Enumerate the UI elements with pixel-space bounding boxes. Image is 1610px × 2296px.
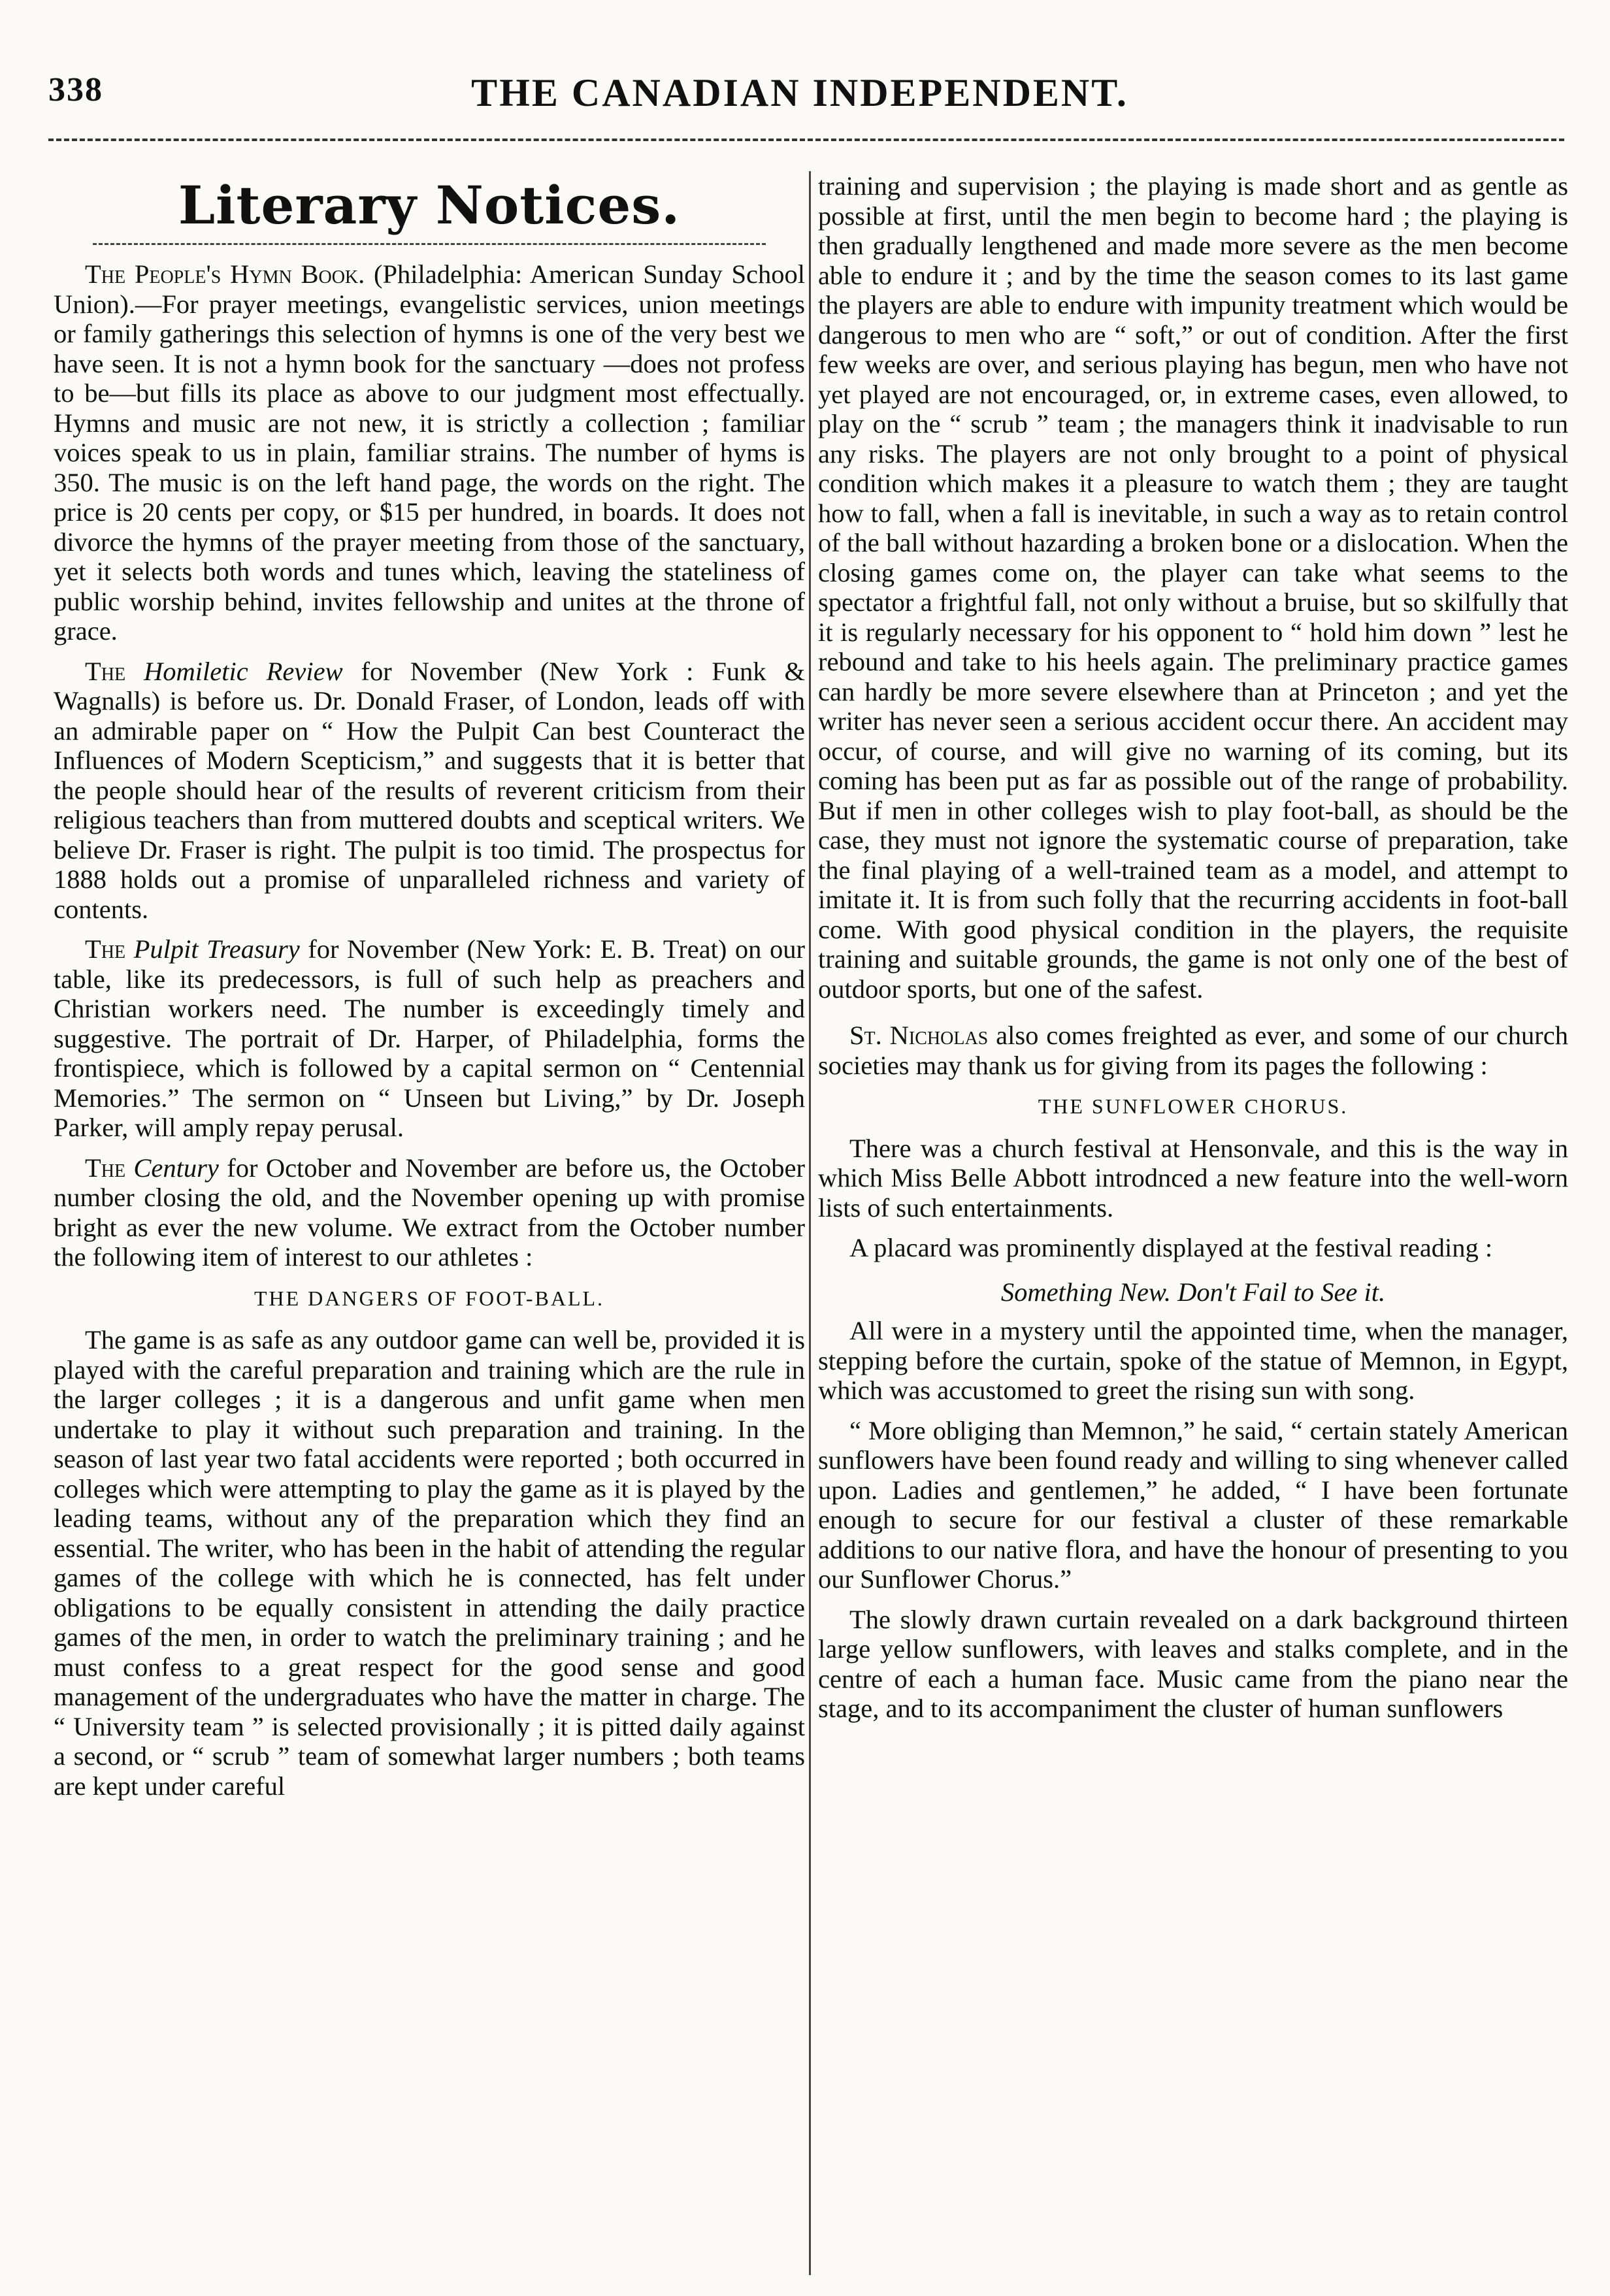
header-rule [48, 139, 1564, 141]
notice-body: for November (New York: E. B. Treat) on our table, like its predecessors, is full of such help as preachers and Christian workers need. The number is exceedingly timely and suggestive. The portrait of Dr. Harper, of Philadelphia, forms the frontispiece, which is followed by a capital sermon on “ Centennial Memories.” The sermon on “ Unseen but Living,” by Dr. Joseph Parker, will amply repay perusal. [54, 934, 805, 1142]
journal-title: THE CANADIAN INDEPENDENT. [471, 71, 1128, 114]
placard-text: Something New. Don't Fail to See it. [1000, 1277, 1386, 1307]
notice-lead: The [85, 1153, 134, 1183]
notice-title: Century [133, 1153, 219, 1183]
subhead-sunflower-chorus: THE SUNFLOWER CHORUS. [1038, 1094, 1349, 1118]
notice-lead: The [85, 656, 144, 686]
subhead-dangers-of-football: THE DANGERS OF FOOT-BALL. [254, 1286, 605, 1310]
notice-century [54, 1153, 805, 1272]
notice-lead: The [85, 934, 134, 964]
section-title: Literary Notices. [178, 174, 681, 236]
notice-homiletic-review [54, 657, 805, 925]
paragraph-sunflower-5: The slowly drawn curtain revealed on a dark background thirteen large yellow sunflowers, with leaves and stalks complete, and in the centre of each a human face. Music came from the piano near the stage, and to its accompaniment the cluster of human sunflowers [818, 1604, 1568, 1723]
paragraph-sunflower-1: There was a church festival at Hensonvale, and this is the way in which Miss Belle Abbott introdnced a new feature into the well-worn lists of such entertainments. [818, 1133, 1568, 1222]
page-header [48, 71, 1551, 123]
paragraph-sunflower-3: All were in a mystery until the appointed time, when the manager, stepping before the curtain, spoke of the statue of Memnon, in Egypt, which was accustomed to greet the rising sun with song. [818, 1316, 1568, 1405]
column-divider [809, 171, 811, 2275]
notice-peoples-hymn-book [54, 259, 805, 646]
left-column [54, 171, 805, 2275]
page-number: 338 [48, 71, 103, 108]
paragraph-sunflower-4: “ More obliging than Memnon,” he said, “ certain stately American sunflowers have been found ready and willing to sing whenever called upon. Ladies and gentlemen,” he added, “ I have been fortunate enough to secure for our festival a cluster of these remarkable additions to our native flora, and have the honour of presenting to you our Sunflower Chorus.” [818, 1415, 1568, 1594]
notice-lead: The People's Hymn Book. [85, 259, 365, 289]
paragraph-football-2: training and supervision ; the playing is made short and as gentle as possible at first, until the men begin to become hard ; the playing is then gradually lengthened and made more severe as the men become able to endure it ; and by the time the season comes to its last game the players are able to endure with impunity treatment which would be dangerous to men who are “ soft,” or out of condition. After the first few weeks are over, and serious playing has begun, men who have not yet played are not encouraged, or, in extreme cases, even allowed, to play on the “ scrub ” team ; the managers think it inadvisable to run any risks. The players are not only brought to a point of physical condition which makes it a pleasure to watch them ; they are taught how to fall, when a fall is inevitable, in such a way as to retain control of the ball without hazarding a broken bone or a dislocation. When the closing games come on, the player can take what seems to the spectator a frightful fall, not only without a bruise, but so skilfully that it is regularly necessary for his opponent to “ hold him down ” lest he rebound and take to his heels again. The preliminary practice games can hardly be more severe elsewhere than at Princeton ; and yet the writer has never seen a serious accident occur there. An accident may occur, of course, and will give no warning of its coming, but its coming has been put as far as possible out of the range of probability. But if men in other colleges wish to play foot-ball, as should be the case, they must not ignore the systematic course of preparation, take the final playing of a well-trained team as a model, and attempt to imitate it. It is from such folly that the recurring accidents in foot-ball come. With good physical condition in the players, the requisite training and suitable grounds, the game is not only one of the best of outdoor sports, but one of the safest. [818, 171, 1568, 1004]
notice-body: (Philadelphia: American Sunday School Union).—For prayer meetings, evangelistic services, union meetings or family gatherings this selection of hymns is one of the very best we have seen. It is not a hymn book for the sanctuary —does not profess to be—but fills its place as above to our judgment most effectually. Hymns and music are not new, it is strictly a collection ; familiar voices speak to us in plain, familiar strains. The number of hyms is 350. The music is on the left hand page, the words on the right. The price is 20 cents per copy, or $15 per hundred, in boards. It does not divorce the hymns of the prayer meeting from those of the sanctuary, yet it selects both words and tunes which, leaving the stateliness of public worship behind, invites fellowship and unites at the throne of grace. [54, 259, 805, 646]
notice-title: Homiletic Review [144, 656, 343, 686]
notice-body: for October and November are before us, the October number closing the old, and the November opening up with promise bright as ever the new volume. We extract from the October number the following item of interest to our athletes : [54, 1153, 805, 1271]
right-column [818, 171, 1568, 2275]
paragraph-sunflower-2: A placard was prominently displayed at the festival reading : [849, 1233, 1493, 1262]
section-title-rule [93, 243, 766, 245]
paragraph-football-1: The game is as safe as any outdoor game can well be, provided it is played with the careful preparation and training which are the rule in the larger colleges ; it is a dangerous and unfit game when men undertake to play it without such preparation and training. In the season of last year two fatal accidents were reported ; both occurred in colleges which were attempting to play the game as it is played by the leading teams, without any of the preparation which they find an essential. The writer, who has been in the habit of attending the regular games of the college with which he is connected, has felt under obligations to be equally consistent in attending the daily practice games of the men, in order to watch the preliminary training ; and he must confess to a great respect for the good sense and good management of the undergraduates who have the matter in charge. The “ University team ” is selected provisionally ; it is pitted daily against a second, or “ scrub ” team of somewhat larger numbers ; both teams are kept under careful [54, 1325, 805, 1801]
notice-body: for November (New York : Funk & Wagnalls) is before us. Dr. Donald Fraser, of London, leads off with an admirable paper on “ How the Pulpit Can best Counteract the Influences of Modern Scepticism,” and suggests that it is better that the people should hear of the results of reverent criticism from their religious teachers than from muttered doubts and sceptical writers. We believe Dr. Fraser is right. The pulpit is too timid. The prospectus for 1888 holds out a promise of unparalleled richness and variety of contents. [54, 656, 805, 924]
notice-title: Pulpit Treasury [133, 934, 300, 964]
notice-st-nicholas [818, 1021, 1568, 1080]
notice-lead: St. Nicholas [849, 1021, 989, 1050]
notice-pulpit-treasury [54, 934, 805, 1143]
notice-body: also comes freighted as ever, and some of our church societies may thank us for giving from its pages the following : [818, 1021, 1568, 1080]
